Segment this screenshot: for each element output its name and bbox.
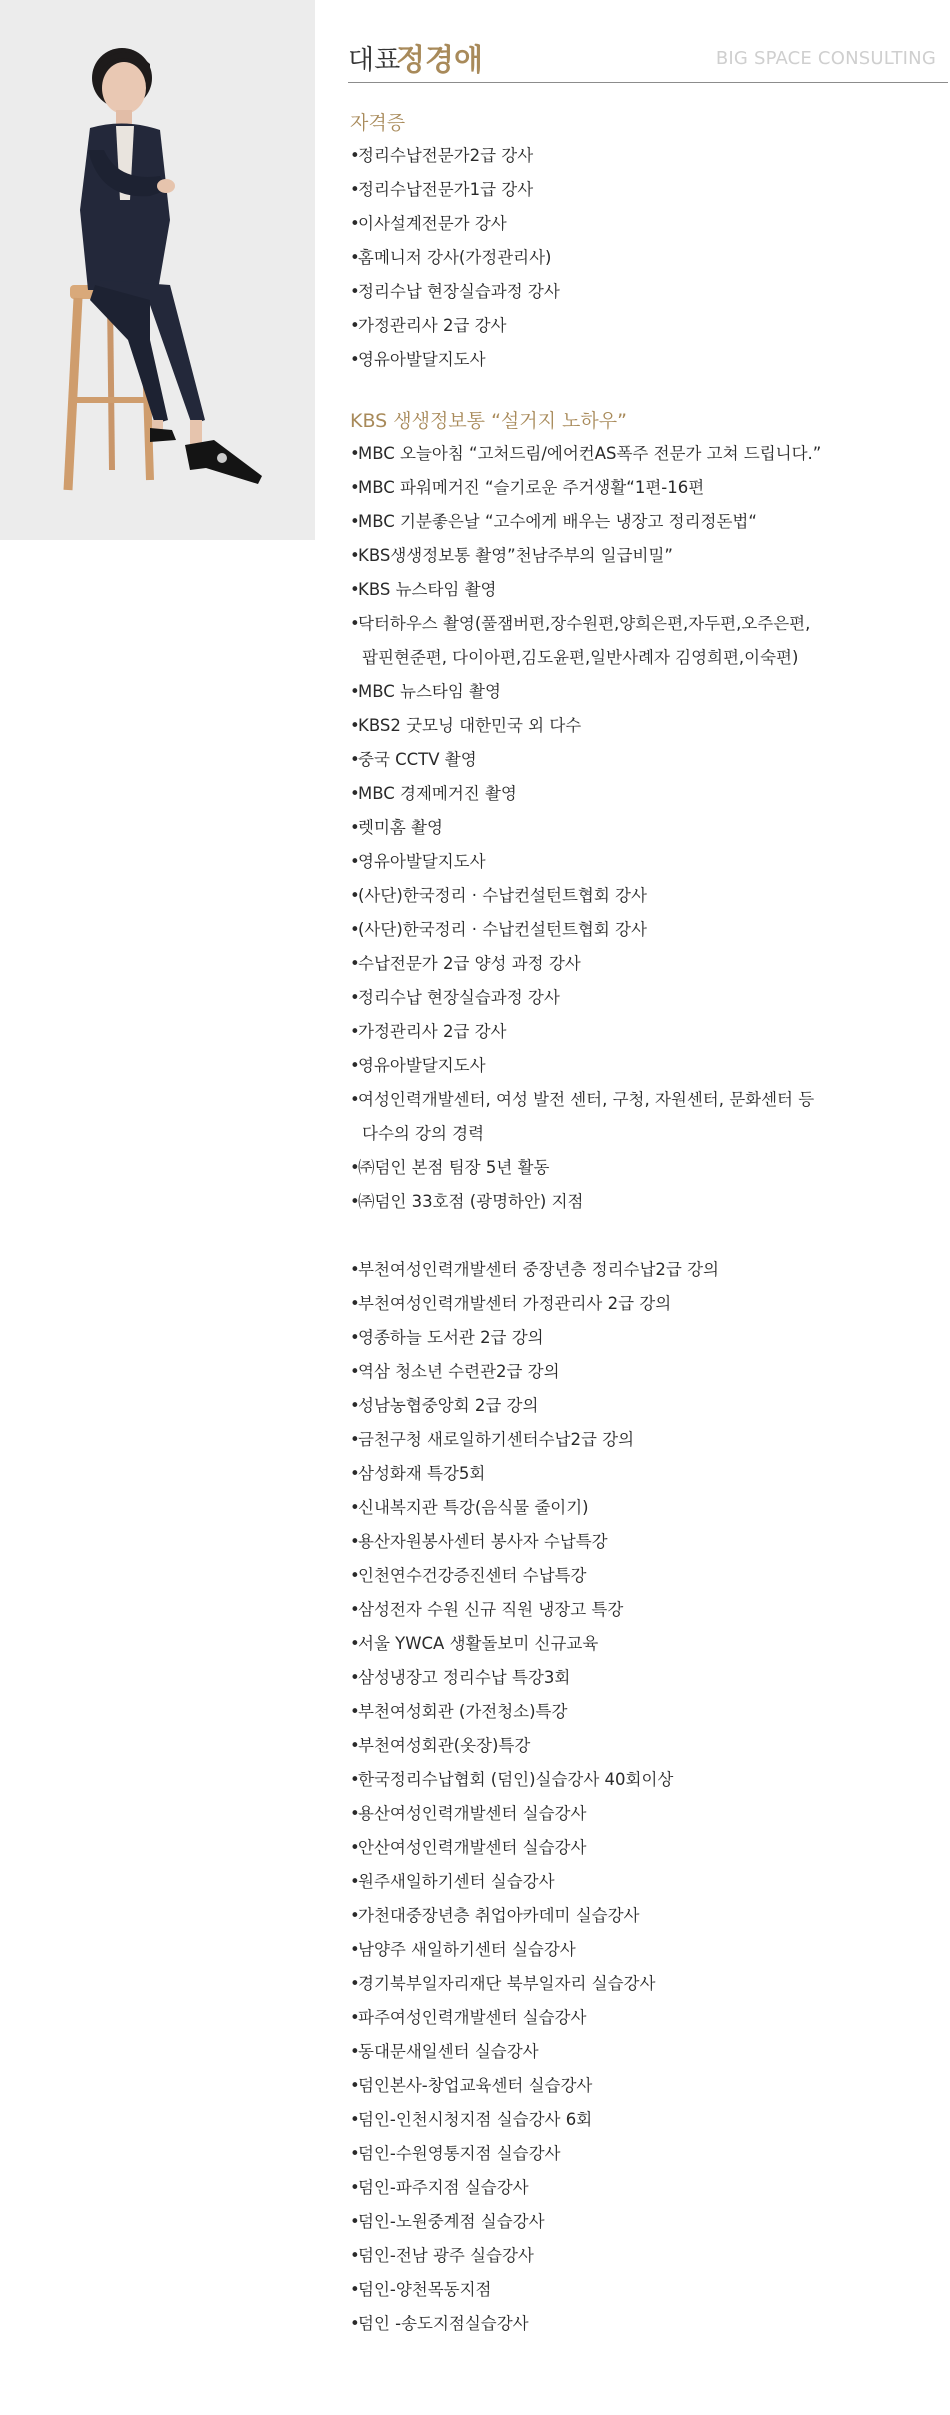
- certificate-item-text: 정리수납전문가2급 강사: [358, 146, 534, 165]
- bullet-icon: •: [350, 1022, 360, 1041]
- media-item-text: 중국 CCTV 촬영: [358, 750, 477, 769]
- lecture-item: [350, 1593, 940, 1627]
- lecture-item: [350, 1389, 940, 1423]
- media-item-text: KBS 뉴스타임 촬영: [358, 580, 497, 599]
- certificate-item: [350, 173, 940, 207]
- bullet-icon: •: [350, 818, 360, 837]
- media-item-text: MBC 오늘아침 “고처드림/에어컨AS폭주 전문가 고쳐 드립니다.”: [358, 444, 822, 463]
- person-name: 정경애: [396, 43, 483, 78]
- media-item-text: 닥터하우스 촬영(풀잼버편,장수원편,양희은편,자두편,오주은편,: [358, 614, 811, 633]
- media-item: [350, 607, 940, 675]
- certificate-item: [350, 343, 940, 377]
- bullet-icon: •: [350, 954, 360, 973]
- lecture-item-text: 삼성전자 수원 신규 직원 냉장고 특강: [358, 1600, 624, 1619]
- bullet-icon: •: [350, 1396, 360, 1415]
- certificate-item: [350, 207, 940, 241]
- media-item: [350, 709, 940, 743]
- lecture-item-text: 덤인 -송도지점실습강사: [358, 2314, 529, 2333]
- bullet-icon: •: [350, 2076, 360, 2095]
- lecture-item: [350, 2171, 940, 2205]
- bullet-icon: •: [350, 750, 360, 769]
- brand-name: BIG SPACE CONSULTING: [715, 48, 936, 69]
- media-item: [350, 505, 940, 539]
- lecture-item-text: 경기북부일자리재단 북부일자리 실습강사: [358, 1974, 656, 1993]
- bullet-icon: •: [350, 1362, 360, 1381]
- media-item: [350, 539, 940, 573]
- bullet-icon: •: [350, 1906, 360, 1925]
- bullet-icon: •: [350, 350, 360, 369]
- certificate-item-text: 정리수납 현장실습과정 강사: [358, 282, 560, 301]
- woman-on-stool-illustration: [0, 0, 315, 540]
- certificate-item-text: 정리수납전문가1급 강사: [358, 180, 534, 199]
- bullet-icon: •: [350, 1056, 360, 1075]
- media-item-text: (사단)한국정리 · 수납컨설턴트협회 강사: [358, 886, 647, 905]
- lecture-item-text: 덤인-수원영통지점 실습강사: [358, 2144, 561, 2163]
- media-item-text-continued: 팝핀현준편, 다이아편,김도윤편,일반사례자 김영희편,이숙편): [362, 648, 799, 667]
- bullet-icon: •: [350, 2008, 360, 2027]
- certificate-item-text: 이사설계전문가 강사: [358, 214, 507, 233]
- lecture-item: [350, 1797, 940, 1831]
- bullet-icon: •: [350, 1430, 360, 1449]
- lecture-item-text: 부천여성인력개발센터 중장년층 정리수납2급 강의: [358, 1260, 719, 1279]
- media-item-text: MBC 뉴스타임 촬영: [358, 682, 501, 701]
- lecture-item: [350, 2273, 940, 2307]
- lecture-item: [350, 1253, 940, 1287]
- media-item: [350, 1151, 940, 1185]
- lecture-item-text: 동대문새일센터 실습강사: [358, 2042, 539, 2061]
- lecture-item: [350, 2239, 940, 2273]
- lecture-item: [350, 1525, 940, 1559]
- media-item-text: KBS생생정보통 촬영”천남주부의 일급비밀”: [358, 546, 673, 565]
- bullet-icon: •: [350, 784, 360, 803]
- bullet-icon: •: [350, 546, 360, 565]
- lecture-item-text: 파주여성인력개발센터 실습강사: [358, 2008, 587, 2027]
- bullet-icon: •: [350, 1532, 360, 1551]
- media-item: [350, 437, 940, 471]
- lecture-item: [350, 2137, 940, 2171]
- lecture-item: [350, 2001, 940, 2035]
- bullet-icon: •: [350, 2110, 360, 2129]
- lecture-item: [350, 1933, 940, 1967]
- media-item-text: MBC 경제메거진 촬영: [358, 784, 517, 803]
- media-item: [350, 845, 940, 879]
- lecture-item-text: 용산여성인력개발센터 실습강사: [358, 1804, 587, 1823]
- lecture-item: [350, 1627, 940, 1661]
- media-title: KBS 생생정보통 “설거지 노하우”: [350, 410, 627, 432]
- bullet-icon: •: [350, 478, 360, 497]
- lecture-item-text: 덤인-양천목동지점: [358, 2280, 492, 2299]
- lecture-item-text: 역삼 청소년 수련관2급 강의: [358, 1362, 560, 1381]
- bullet-icon: •: [350, 988, 360, 1007]
- lecture-item-text: 부천여성회관(옷장)특강: [358, 1736, 531, 1755]
- media-item: [350, 1049, 940, 1083]
- lecture-item-text: 서울 YWCA 생활돌보미 신규교육: [358, 1634, 599, 1653]
- bullet-icon: •: [350, 2246, 360, 2265]
- media-item-text: ㈜덤인 본점 팀장 5년 활동: [358, 1158, 550, 1177]
- media-item-text-continued: 다수의 강의 경력: [362, 1124, 485, 1143]
- lecture-item: [350, 1287, 940, 1321]
- bullet-icon: •: [350, 1294, 360, 1313]
- bullet-icon: •: [350, 682, 360, 701]
- bullet-icon: •: [350, 2280, 360, 2299]
- lecture-item-text: 인천연수건강증진센터 수납특강: [358, 1566, 587, 1585]
- lecture-item: [350, 1729, 940, 1763]
- lecture-item-text: 덤인-전남 광주 실습강사: [358, 2246, 534, 2265]
- lecture-item: [350, 1865, 940, 1899]
- media-item: [350, 777, 940, 811]
- certificates-title: 자격증: [350, 112, 406, 134]
- media-item: [350, 1185, 940, 1219]
- bullet-icon: •: [350, 1940, 360, 1959]
- bullet-icon: •: [350, 2178, 360, 2197]
- role-label: 대표: [348, 45, 401, 76]
- bullet-icon: •: [350, 1090, 360, 1109]
- lecture-item: [350, 2103, 940, 2137]
- bullet-icon: •: [350, 1328, 360, 1347]
- bullet-icon: •: [350, 512, 360, 531]
- bullet-icon: •: [350, 1600, 360, 1619]
- bullet-icon: •: [350, 2144, 360, 2163]
- media-item-text: (사단)한국정리 · 수납컨설턴트협회 강사: [358, 920, 647, 939]
- bullet-icon: •: [350, 1702, 360, 1721]
- bullet-icon: •: [350, 1770, 360, 1789]
- lecture-item: [350, 1491, 940, 1525]
- bullet-icon: •: [350, 2042, 360, 2061]
- media-item: [350, 879, 940, 913]
- lecture-item-text: 덤인-파주지점 실습강사: [358, 2178, 529, 2197]
- media-item-text: 수납전문가 2급 양성 과정 강사: [358, 954, 581, 973]
- bullet-icon: •: [350, 716, 360, 735]
- lecture-item-text: 금천구청 새로일하기센터수납2급 강의: [358, 1430, 635, 1449]
- media-item-text: KBS2 굿모닝 대한민국 외 다수: [358, 716, 582, 735]
- media-item-text: 영유아발달지도사: [358, 1056, 486, 1075]
- lecture-item-text: 성남농협중앙회 2급 강의: [358, 1396, 539, 1415]
- bullet-icon: •: [350, 248, 360, 267]
- media-item: [350, 1015, 940, 1049]
- lecture-item: [350, 1355, 940, 1389]
- certificates-list: [350, 139, 940, 377]
- bullet-icon: •: [350, 920, 360, 939]
- media-item: [350, 947, 940, 981]
- lecture-item: [350, 1899, 940, 1933]
- lecture-item: [350, 2205, 940, 2239]
- media-item: [350, 471, 940, 505]
- media-item-text: MBC 기분좋은날 “고수에게 배우는 냉장고 정리정돈법“: [358, 512, 757, 531]
- media-item-text: 렛미홈 촬영: [358, 818, 443, 837]
- media-item: [350, 743, 940, 777]
- lecture-item-text: 남양주 새일하기센터 실습강사: [358, 1940, 576, 1959]
- media-item-text: 가정관리사 2급 강사: [358, 1022, 507, 1041]
- lecture-item-text: 덤인본사-창업교육센터 실습강사: [358, 2076, 593, 2095]
- profile-photo: [0, 0, 315, 540]
- lecture-item: [350, 1661, 940, 1695]
- lecture-item-text: 덤인-인천시청지점 실습강사 6회: [358, 2110, 593, 2129]
- lecture-item: [350, 1695, 940, 1729]
- lecture-item: [350, 1763, 940, 1797]
- lecture-item-text: 신내복지관 특강(음식물 줄이기): [358, 1498, 589, 1517]
- media-item: [350, 1083, 940, 1151]
- media-item: [350, 913, 940, 947]
- bullet-icon: •: [350, 1872, 360, 1891]
- certificate-item: [350, 241, 940, 275]
- lecture-item-text: 덤인-노원중계점 실습강사: [358, 2212, 545, 2231]
- bullet-icon: •: [350, 2314, 360, 2333]
- media-item: [350, 573, 940, 607]
- lecture-item-text: 한국정리수납협회 (덤인)실습강사 40회이상: [358, 1770, 674, 1789]
- bullet-icon: •: [350, 614, 360, 633]
- lecture-item: [350, 1423, 940, 1457]
- bullet-icon: •: [350, 1158, 360, 1177]
- certificate-item-text: 영유아발달지도사: [358, 350, 486, 369]
- bullet-icon: •: [350, 282, 360, 301]
- bullet-icon: •: [350, 886, 360, 905]
- bullet-icon: •: [350, 1634, 360, 1653]
- lecture-item: [350, 1321, 940, 1355]
- lecture-item: [350, 1559, 940, 1593]
- lecture-item-text: 삼성냉장고 정리수납 특강3회: [358, 1668, 571, 1687]
- bullet-icon: •: [350, 146, 360, 165]
- certificate-item-text: 홈메니저 강사(가정관리사): [358, 248, 552, 267]
- profile-header: [348, 34, 948, 83]
- bullet-icon: •: [350, 1974, 360, 1993]
- media-item-text: 영유아발달지도사: [358, 852, 486, 871]
- bullet-icon: •: [350, 580, 360, 599]
- bullet-icon: •: [350, 214, 360, 233]
- lecture-item-text: 부천여성회관 (가전청소)특강: [358, 1702, 568, 1721]
- media-list: [350, 437, 940, 1219]
- bullet-icon: •: [350, 1192, 360, 1211]
- lecture-item: [350, 2035, 940, 2069]
- lecture-item-text: 안산여성인력개발센터 실습강사: [358, 1838, 587, 1857]
- lecture-item-text: 원주새일하기센터 실습강사: [358, 1872, 555, 1891]
- bullet-icon: •: [350, 180, 360, 199]
- certificate-item: [350, 309, 940, 343]
- lecture-item-text: 부천여성인력개발센터 가정관리사 2급 강의: [358, 1294, 672, 1313]
- bullet-icon: •: [350, 1464, 360, 1483]
- media-item: [350, 811, 940, 845]
- lecture-item-text: 가천대중장년층 취업아카데미 실습강사: [358, 1906, 640, 1925]
- bullet-icon: •: [350, 2212, 360, 2231]
- bullet-icon: •: [350, 1736, 360, 1755]
- media-item-text: 여성인력개발센터, 여성 발전 센터, 구청, 자원센터, 문화센터 등: [358, 1090, 815, 1109]
- bullet-icon: •: [350, 852, 360, 871]
- bullet-icon: •: [350, 1804, 360, 1823]
- lecture-item: [350, 2069, 940, 2103]
- lecture-item: [350, 1457, 940, 1491]
- certificate-item: [350, 139, 940, 173]
- lecture-item: [350, 1967, 940, 2001]
- lecture-item-text: 용산자원봉사센터 봉사자 수납특강: [358, 1532, 608, 1551]
- lecture-item-text: 영종하늘 도서관 2급 강의: [358, 1328, 544, 1347]
- certificate-item: [350, 275, 940, 309]
- bullet-icon: •: [350, 1566, 360, 1585]
- lecture-item: [350, 2307, 940, 2341]
- bullet-icon: •: [350, 1668, 360, 1687]
- media-item-text: MBC 파워메거진 “슬기로운 주거생활“1편-16편: [358, 478, 705, 497]
- bullet-icon: •: [350, 444, 360, 463]
- media-item-text: ㈜덤인 33호점 (광명하안) 지점: [358, 1192, 584, 1211]
- bullet-icon: •: [350, 1498, 360, 1517]
- lecture-item-text: 삼성화재 특강5회: [358, 1464, 486, 1483]
- media-item: [350, 675, 940, 709]
- media-item: [350, 981, 940, 1015]
- bullet-icon: •: [350, 1838, 360, 1857]
- bullet-icon: •: [350, 316, 360, 335]
- lecture-item: [350, 1831, 940, 1865]
- certificate-item-text: 가정관리사 2급 강사: [358, 316, 507, 335]
- bullet-icon: •: [350, 1260, 360, 1279]
- lectures-list: [350, 1253, 940, 2341]
- media-item-text: 정리수납 현장실습과정 강사: [358, 988, 560, 1007]
